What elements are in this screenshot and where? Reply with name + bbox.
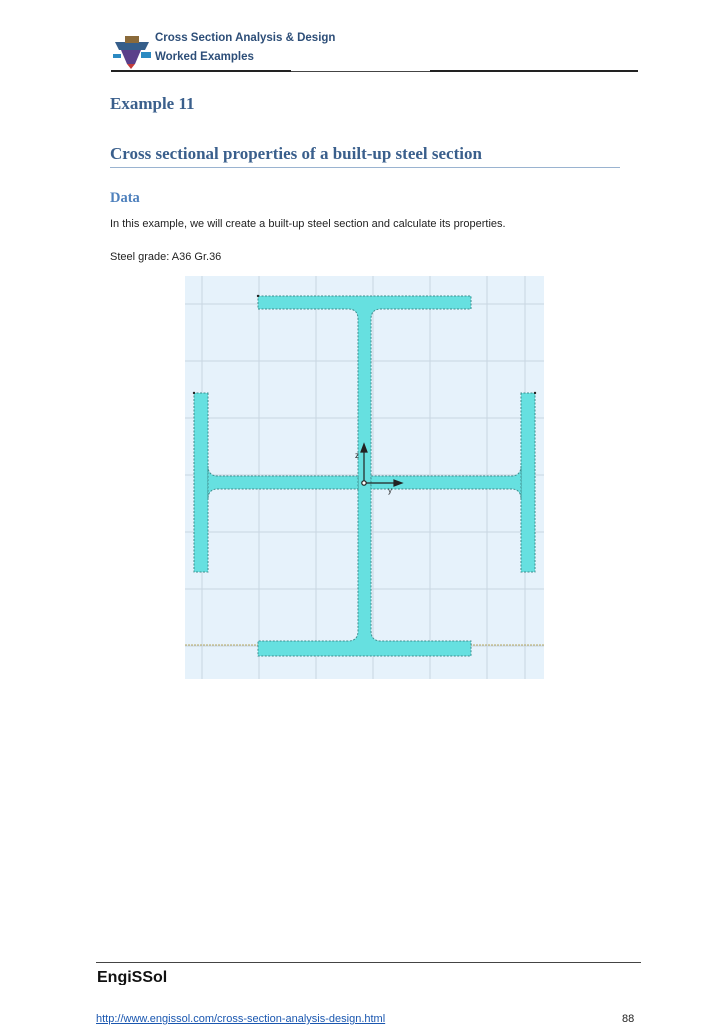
axis-z-label: z	[355, 451, 359, 460]
intro-paragraph: In this example, we will create a built-up steel section and calculate its properties.	[110, 218, 506, 230]
page-number: 88	[622, 1013, 635, 1025]
data-heading: Data	[110, 190, 140, 206]
section-title: Cross sectional properties of a built-up steel section	[110, 144, 482, 163]
steel-grade-text: Steel grade: A36 Gr.36	[110, 251, 222, 263]
section-divider	[110, 167, 620, 168]
footer-divider	[96, 962, 641, 963]
footer-logo-icon	[96, 967, 187, 985]
axis-y-label: y	[388, 486, 392, 495]
header-title: Cross Section Analysis & Design	[155, 32, 336, 44]
header-subtitle: Worked Examples	[155, 51, 254, 63]
built-up-section-drawing	[185, 276, 544, 679]
header-divider-accent-right	[430, 70, 638, 72]
header-divider-accent-left	[111, 70, 291, 72]
footer-logo-text: EngiSSol	[97, 969, 168, 985]
footer-url-link[interactable]: http://www.engissol.com/cross-section-analysis-design.html	[96, 1013, 386, 1025]
header-logo-icon	[111, 28, 153, 70]
example-title: Example 11	[110, 94, 195, 113]
